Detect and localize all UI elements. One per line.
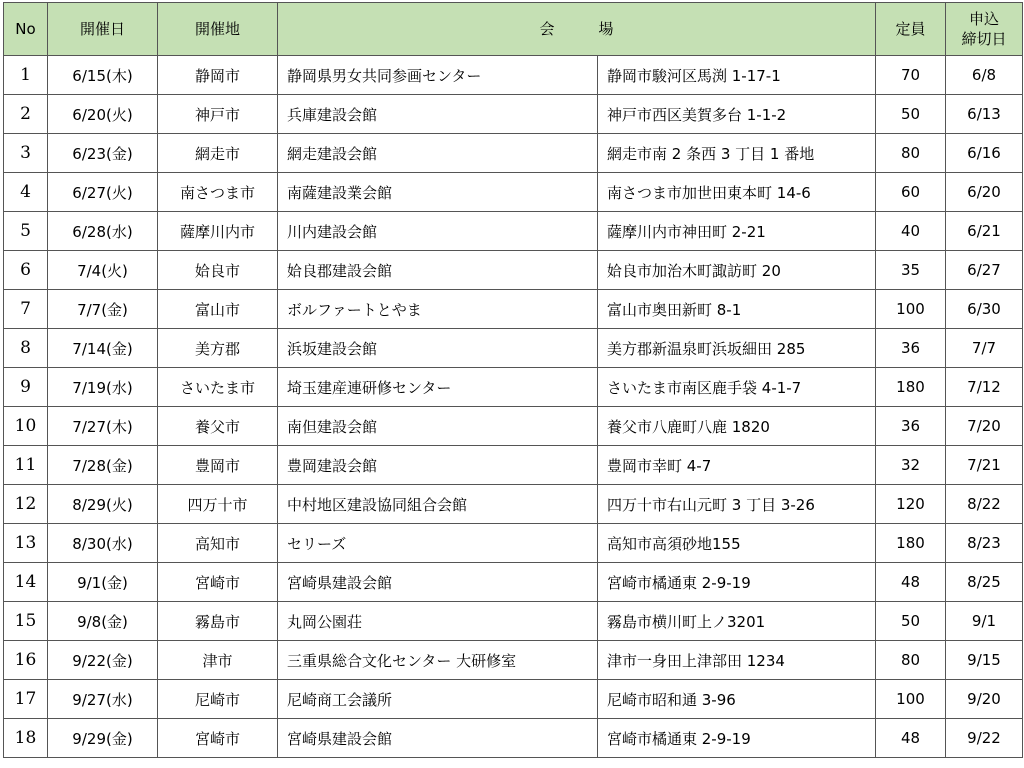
cell-capacity: 40 — [876, 212, 946, 251]
cell-venue: 南但建設会館 — [278, 407, 598, 446]
header-deadline-line1: 申込 — [968, 10, 999, 28]
table-row — [4, 563, 1023, 602]
cell-address: 養父市八鹿町八鹿 1820 — [598, 407, 876, 446]
cell-city: 豊岡市 — [158, 446, 278, 485]
cell-date: 9/1(金) — [48, 563, 158, 602]
cell-city: 薩摩川内市 — [158, 212, 278, 251]
cell-date: 7/28(金) — [48, 446, 158, 485]
cell-venue: 宮崎県建設会館 — [278, 563, 598, 602]
table-row — [4, 56, 1023, 95]
cell-venue: 埼玉建産連研修センター — [278, 368, 598, 407]
cell-city: さいたま市 — [158, 368, 278, 407]
header-deadline-line2: 締切日 — [961, 30, 1007, 48]
cell-no: 8 — [4, 329, 48, 368]
table-row — [4, 290, 1023, 329]
cell-date: 7/4(火) — [48, 251, 158, 290]
table-row — [4, 485, 1023, 524]
cell-deadline: 9/20 — [946, 680, 1023, 719]
cell-date: 6/23(金) — [48, 134, 158, 173]
header-row — [4, 3, 1023, 56]
table-row — [4, 251, 1023, 290]
cell-city: 津市 — [158, 641, 278, 680]
schedule-table — [3, 2, 1023, 758]
cell-no: 12 — [4, 485, 48, 524]
cell-date: 6/27(火) — [48, 173, 158, 212]
cell-date: 9/22(金) — [48, 641, 158, 680]
cell-deadline: 6/20 — [946, 173, 1023, 212]
header-date: 開催日 — [48, 3, 158, 56]
cell-venue: 姶良郡建設会館 — [278, 251, 598, 290]
cell-deadline: 6/27 — [946, 251, 1023, 290]
cell-capacity: 80 — [876, 134, 946, 173]
cell-deadline: 7/7 — [946, 329, 1023, 368]
cell-venue: セリーズ — [278, 524, 598, 563]
cell-date: 6/15(木) — [48, 56, 158, 95]
cell-deadline: 6/16 — [946, 134, 1023, 173]
cell-deadline: 6/8 — [946, 56, 1023, 95]
cell-capacity: 70 — [876, 56, 946, 95]
cell-deadline: 6/13 — [946, 95, 1023, 134]
table-row — [4, 641, 1023, 680]
cell-capacity: 180 — [876, 368, 946, 407]
cell-capacity: 50 — [876, 95, 946, 134]
cell-address: さいたま市南区鹿手袋 4-1-7 — [598, 368, 876, 407]
cell-capacity: 180 — [876, 524, 946, 563]
cell-capacity: 36 — [876, 329, 946, 368]
cell-city: 静岡市 — [158, 56, 278, 95]
cell-address: 豊岡市幸町 4-7 — [598, 446, 876, 485]
cell-city: 姶良市 — [158, 251, 278, 290]
cell-address: 霧島市横川町上ノ3201 — [598, 602, 876, 641]
cell-capacity: 80 — [876, 641, 946, 680]
header-deadline — [946, 3, 1023, 56]
cell-address: 尼崎市昭和通 3-96 — [598, 680, 876, 719]
table-row — [4, 602, 1023, 641]
table-row — [4, 719, 1023, 758]
cell-address: 四万十市右山元町 3 丁目 3-26 — [598, 485, 876, 524]
cell-deadline: 9/22 — [946, 719, 1023, 758]
cell-address: 南さつま市加世田東本町 14-6 — [598, 173, 876, 212]
cell-capacity: 48 — [876, 719, 946, 758]
cell-venue: 尼崎商工会議所 — [278, 680, 598, 719]
cell-deadline: 7/21 — [946, 446, 1023, 485]
table-row — [4, 95, 1023, 134]
cell-no: 1 — [4, 56, 48, 95]
cell-date: 9/8(金) — [48, 602, 158, 641]
cell-venue: 丸岡公園荘 — [278, 602, 598, 641]
cell-city: 網走市 — [158, 134, 278, 173]
table-body — [4, 56, 1023, 758]
table-row — [4, 680, 1023, 719]
cell-capacity: 36 — [876, 407, 946, 446]
cell-city: 霧島市 — [158, 602, 278, 641]
cell-deadline: 9/15 — [946, 641, 1023, 680]
cell-no: 10 — [4, 407, 48, 446]
header-venue-a: 会 — [539, 20, 555, 38]
table-row — [4, 524, 1023, 563]
cell-city: 養父市 — [158, 407, 278, 446]
cell-date: 6/28(水) — [48, 212, 158, 251]
cell-venue: 三重県総合文化センター 大研修室 — [278, 641, 598, 680]
cell-deadline: 8/25 — [946, 563, 1023, 602]
cell-no: 9 — [4, 368, 48, 407]
cell-capacity: 120 — [876, 485, 946, 524]
cell-no: 6 — [4, 251, 48, 290]
cell-city: 宮崎市 — [158, 719, 278, 758]
cell-capacity: 60 — [876, 173, 946, 212]
cell-date: 6/20(火) — [48, 95, 158, 134]
cell-no: 14 — [4, 563, 48, 602]
cell-city: 宮崎市 — [158, 563, 278, 602]
cell-venue: 川内建設会館 — [278, 212, 598, 251]
table-row — [4, 173, 1023, 212]
cell-address: 富山市奥田新町 8-1 — [598, 290, 876, 329]
cell-city: 富山市 — [158, 290, 278, 329]
cell-capacity: 32 — [876, 446, 946, 485]
cell-no: 3 — [4, 134, 48, 173]
table-row — [4, 329, 1023, 368]
table-row — [4, 212, 1023, 251]
cell-no: 18 — [4, 719, 48, 758]
cell-city: 神戸市 — [158, 95, 278, 134]
cell-capacity: 50 — [876, 602, 946, 641]
header-capacity: 定員 — [876, 3, 946, 56]
cell-date: 7/27(木) — [48, 407, 158, 446]
cell-date: 9/29(金) — [48, 719, 158, 758]
cell-deadline: 7/12 — [946, 368, 1023, 407]
cell-no: 4 — [4, 173, 48, 212]
cell-address: 神戸市西区美賀多台 1-1-2 — [598, 95, 876, 134]
cell-date: 7/7(金) — [48, 290, 158, 329]
cell-venue: ボルファートとやま — [278, 290, 598, 329]
cell-address: 美方郡新温泉町浜坂細田 285 — [598, 329, 876, 368]
cell-address: 津市一身田上津部田 1234 — [598, 641, 876, 680]
cell-venue: 宮崎県建設会館 — [278, 719, 598, 758]
header-venue-b: 場 — [598, 20, 614, 38]
cell-deadline: 9/1 — [946, 602, 1023, 641]
cell-city: 南さつま市 — [158, 173, 278, 212]
cell-venue: 南薩建設業会館 — [278, 173, 598, 212]
cell-capacity: 100 — [876, 290, 946, 329]
cell-no: 2 — [4, 95, 48, 134]
cell-address: 宮崎市橘通東 2-9-19 — [598, 563, 876, 602]
table-row — [4, 446, 1023, 485]
cell-address: 姶良市加治木町諏訪町 20 — [598, 251, 876, 290]
cell-no: 15 — [4, 602, 48, 641]
cell-venue: 浜坂建設会館 — [278, 329, 598, 368]
cell-date: 9/27(水) — [48, 680, 158, 719]
table-row — [4, 407, 1023, 446]
cell-deadline: 8/23 — [946, 524, 1023, 563]
cell-address: 高知市高須砂地155 — [598, 524, 876, 563]
cell-city: 四万十市 — [158, 485, 278, 524]
cell-date: 7/14(金) — [48, 329, 158, 368]
cell-date: 8/30(水) — [48, 524, 158, 563]
table-row — [4, 134, 1023, 173]
cell-capacity: 100 — [876, 680, 946, 719]
cell-venue: 静岡県男女共同参画センター — [278, 56, 598, 95]
cell-address: 宮崎市橘通東 2-9-19 — [598, 719, 876, 758]
cell-no: 17 — [4, 680, 48, 719]
cell-no: 16 — [4, 641, 48, 680]
cell-venue: 豊岡建設会館 — [278, 446, 598, 485]
cell-city: 美方郡 — [158, 329, 278, 368]
cell-deadline: 6/21 — [946, 212, 1023, 251]
cell-no: 5 — [4, 212, 48, 251]
cell-date: 7/19(水) — [48, 368, 158, 407]
cell-capacity: 48 — [876, 563, 946, 602]
cell-no: 7 — [4, 290, 48, 329]
cell-city: 高知市 — [158, 524, 278, 563]
header-city: 開催地 — [158, 3, 278, 56]
cell-venue: 中村地区建設協同組合会館 — [278, 485, 598, 524]
cell-venue: 網走建設会館 — [278, 134, 598, 173]
header-venue — [278, 3, 876, 56]
cell-deadline: 7/20 — [946, 407, 1023, 446]
cell-deadline: 8/22 — [946, 485, 1023, 524]
cell-capacity: 35 — [876, 251, 946, 290]
table-row — [4, 368, 1023, 407]
cell-deadline: 6/30 — [946, 290, 1023, 329]
cell-city: 尼崎市 — [158, 680, 278, 719]
header-no: No — [4, 3, 48, 56]
cell-address: 薩摩川内市神田町 2-21 — [598, 212, 876, 251]
cell-no: 11 — [4, 446, 48, 485]
cell-address: 網走市南 2 条西 3 丁目 1 番地 — [598, 134, 876, 173]
cell-no: 13 — [4, 524, 48, 563]
cell-date: 8/29(火) — [48, 485, 158, 524]
cell-address: 静岡市駿河区馬渕 1-17-1 — [598, 56, 876, 95]
cell-venue: 兵庫建設会館 — [278, 95, 598, 134]
